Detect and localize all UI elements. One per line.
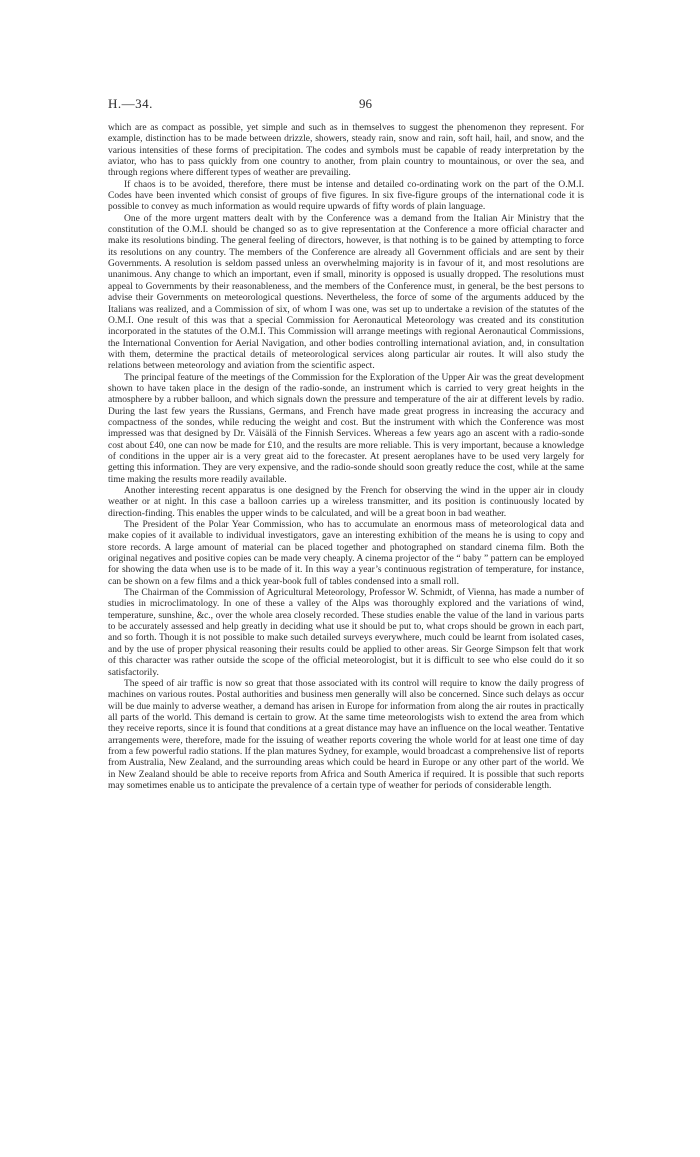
paragraph: One of the more urgent matters dealt with by the Conference was a demand from the Italian Air Ministry that the constitution of the O.M.I. should be changed so as to give representation at the Conference a more official character and make its resolutions binding. The general feeling of directors, however, is that nothing is to be gained by attempting to force its resolutions on any country. The members of the Conference are already all Government officials and are sent by their Governments. A resolution is seldom passed unless an overwhelming majority is in favour of it, and most resolutions are unanimous. Any change to which an important, even if small, minority is opposed is usually dropped. The resolutions must appeal to Governments by their reasonableness, and the members of the Conference must, in general, be the best persons to advise their Governments on meteorological questions. Nevertheless, the force of some of the arguments adduced by the Italians was realized, and a Commission of six, of whom I was one, was set up to undertake a revision of the statutes of the O.M.I. One result of this was that a special Commission for Aeronautical Meteorology was created and its constitution incorporated in the statutes of the O.M.I. This Commission will arrange meetings with regional Aeronautical Commissions, the International Convention for Aerial Navigation, and other bodies controlling international aviation, and, in consultation with them, determine the practical details of meteorological services along particular air routes. It will also study the relations between meteorology and aviation from the scientific aspect. [108,213,584,372]
paragraph: which are as compact as possible, yet simple and such as in themselves to suggest the phenomenon they represent. For example, distinction has to be made between drizzle, showers, steady rain, snow and rain, soft hail, hail, and snow, and the various intensities of these forms of precipitation. The codes and symbols must be capable of ready interpretation by the aviator, who has to pass quickly from one country to another, from plain country to mountainous, or over the sea, and through regions where different types of weather are prevailing. [108,123,584,179]
paragraph: The principal feature of the meetings of the Commission for the Exploration of the Upper Air was the great development shown to have taken place in the design of the radio-sonde, an instrument which is carried to very great heights in the atmosphere by a rubber balloon, and which signals down the pressure and temperature of the air at different levels by radio. During the last few years the Russians, Germans, and French have made great progress in increasing the accuracy and compactness of the sondes, while reducing the weight and cost. But the instrument with which the Conference was most impressed was that designed by Dr. Väisälä of the Finnish Services. Whereas a few years ago an ascent with a radio-sonde cost about £40, one can now be made for £10, and the results are more reliable. This is very important, because a knowledge of conditions in the upper air is a very great aid to the forecaster. At present aeroplanes have to be used very largely for getting this information. They are very expensive, and the radio-sonde should soon greatly reduce the cost, while at the same time making the results more readily available. [108,372,584,485]
page-number: 96 [359,96,372,111]
paragraph: The speed of air traffic is now so great that those associated with its control will require to know the daily progress of machines on various routes. Postal authorities and business men generally will also be concerned. Since such delays as occur will be due mainly to adverse weather, a demand has arisen in Europe for information from along the air routes in practically all parts of the world. This demand is certain to grow. At the same time meteorologists wish to extend the area from which they receive reports, since it is found that conditions at a great distance may have an influence on the local weather. Tentative arrangements were, therefore, made for the issuing of weather reports covering the whole world for at least one time of day from a few powerful radio stations. If the plan matures Sydney, for example, would broadcast a comprehensive list of reports from Australia, New Zealand, and the surrounding areas which could be heard in Europe or any other part of the world. We in New Zealand should be able to receive reports from Africa and South America if required. It is possible that such reports may sometimes enable us to anticipate the prevalence of a certain type of weather for periods of considerable length. [108,678,584,791]
page-header [108,96,584,112]
document-reference: H.—34. [108,96,153,111]
body-text [108,123,584,792]
paragraph: The President of the Polar Year Commission, who has to accumulate an enormous mass of meteorological data and make copies of it available to individual investigators, gave an interesting exhibition of the means he is using to copy and store records. A large amount of material can be placed together and photographed on standard cinema film. Both the original negatives and positive copies can be made very cheaply. A cinema projector of the “ baby ” pattern can be employed for showing the data when use is to be made of it. In this way a year’s continuous registration of temperature, for instance, can be shown on a few films and a thick year-book full of tables condensed into a small roll. [108,520,584,587]
paragraph: The Chairman of the Commission of Agricultural Meteorology, Professor W. Schmidt, of Vienna, has made a number of studies in microclimatology. In one of these a valley of the Alps was thoroughly explored and the variations of wind, temperature, sunshine, &c., over the whole area closely recorded. These studies enable the value of the land in various parts to be accurately assessed and help greatly in deciding what use it should be put to, what crops should be grown in each part, and so forth. Though it is not possible to make such detailed surveys everywhere, much could be learnt from isolated cases, and by the use of proper physical reasoning their results could be applied to other areas. Sir George Simpson felt that work of this character was rather outside the scope of the official meteorologist, but it is difficult to see who else could do it so satisfactorily. [108,588,584,678]
paragraph: Another interesting recent apparatus is one designed by the French for observing the wind in the upper air in cloudy weather or at night. In this case a balloon carries up a wireless transmitter, and its position is continuously located by direction-finding. This enables the upper winds to be calculated, and will be a great boon in bad weather. [108,486,584,519]
paragraph: If chaos is to be avoided, therefore, there must be intense and detailed co-ordinating work on the part of the O.M.I. Codes have been invented which consist of groups of five figures. In six five-figure groups of the international code it is possible to convey as much information as would require upwards of fifty words of plain language. [108,179,584,213]
